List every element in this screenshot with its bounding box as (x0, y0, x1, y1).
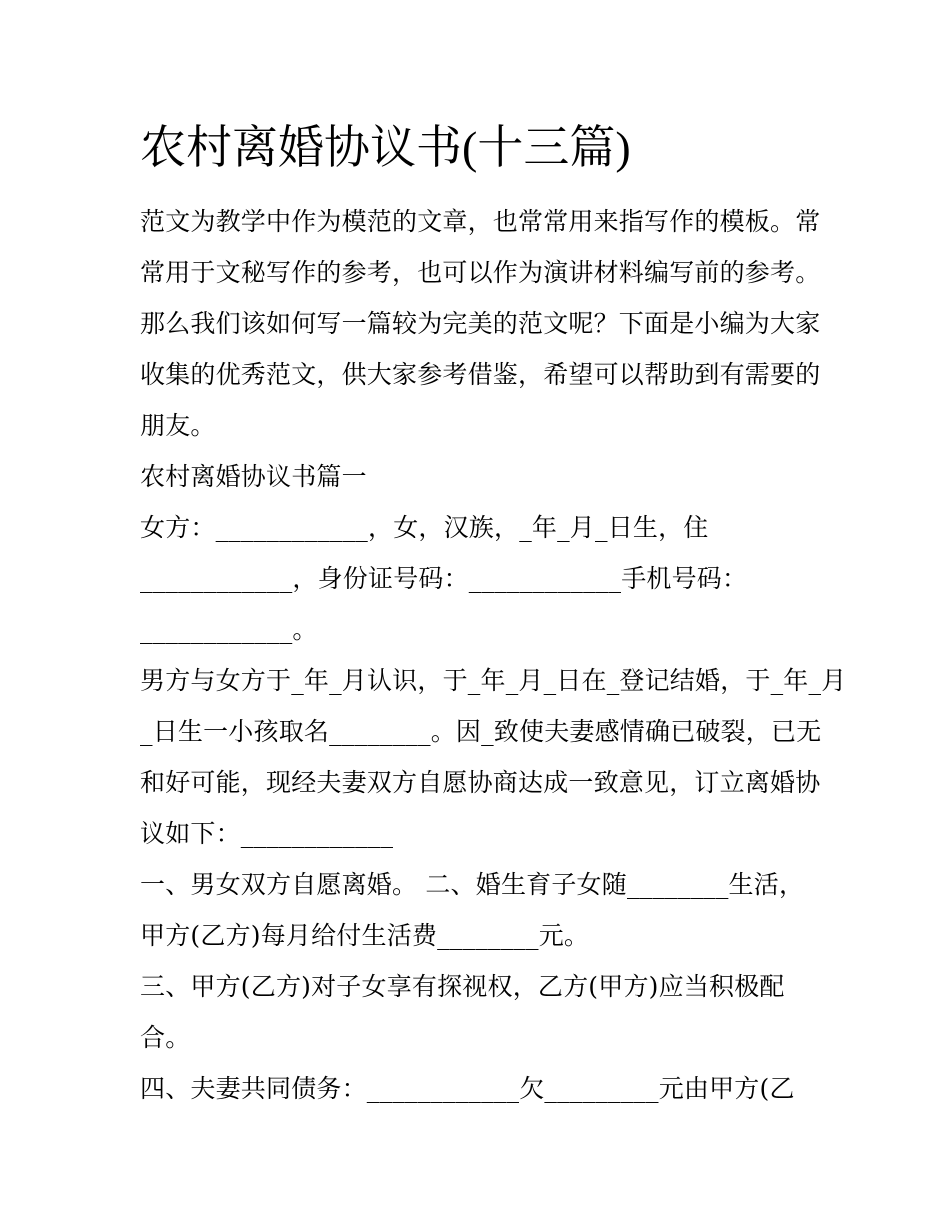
body-line: 男方与女方于_年_月认识，于_年_月_日在_登记结婚，于_年_月 (140, 666, 847, 695)
body-line: 合。 (140, 1023, 191, 1052)
body-line: 范文为教学中作为模范的文章，也常常用来指写作的模板。常 (140, 207, 821, 236)
body-line: 女方：____________，女，汉族，_年_月_日生，住 (140, 513, 709, 542)
body-line: ____________。 (140, 615, 318, 644)
body-line: 收集的优秀范文，供大家参考借鉴，希望可以帮助到有需要的 (140, 360, 821, 389)
body-line: 和好可能，现经夫妻双方自愿协商达成一致意见，订立离婚协 (140, 768, 821, 797)
body-line: _日生一小孩取名________。因_致使夫妻感情确已破裂，已无 (140, 717, 822, 746)
body-line: 朋友。 (140, 411, 216, 440)
body-line: 那么我们该如何写一篇较为完美的范文呢？下面是小编为大家 (140, 309, 821, 338)
body-line: 四、夫妻共同债务：____________欠_________元由甲方(乙 (140, 1074, 795, 1103)
body-line: 甲方(乙方)每月给付生活费________元。 (140, 921, 590, 950)
section-heading: 农村离婚协议书篇一 (140, 462, 367, 491)
body-line: 议如下：____________ (140, 819, 394, 848)
body-line: 三、甲方(乙方)对子女享有探视权，乙方(甲方)应当积极配 (140, 972, 785, 1001)
body-line: 常用于文秘写作的参考，也可以作为演讲材料编写前的参考。 (140, 258, 821, 287)
document-title: 农村离婚协议书(十三篇) (140, 122, 631, 173)
body-line: ____________，身份证号码：____________手机号码： (140, 564, 748, 593)
body-line: 一、男女双方自愿离婚。 二、婚生育子女随________生活， (140, 870, 805, 899)
